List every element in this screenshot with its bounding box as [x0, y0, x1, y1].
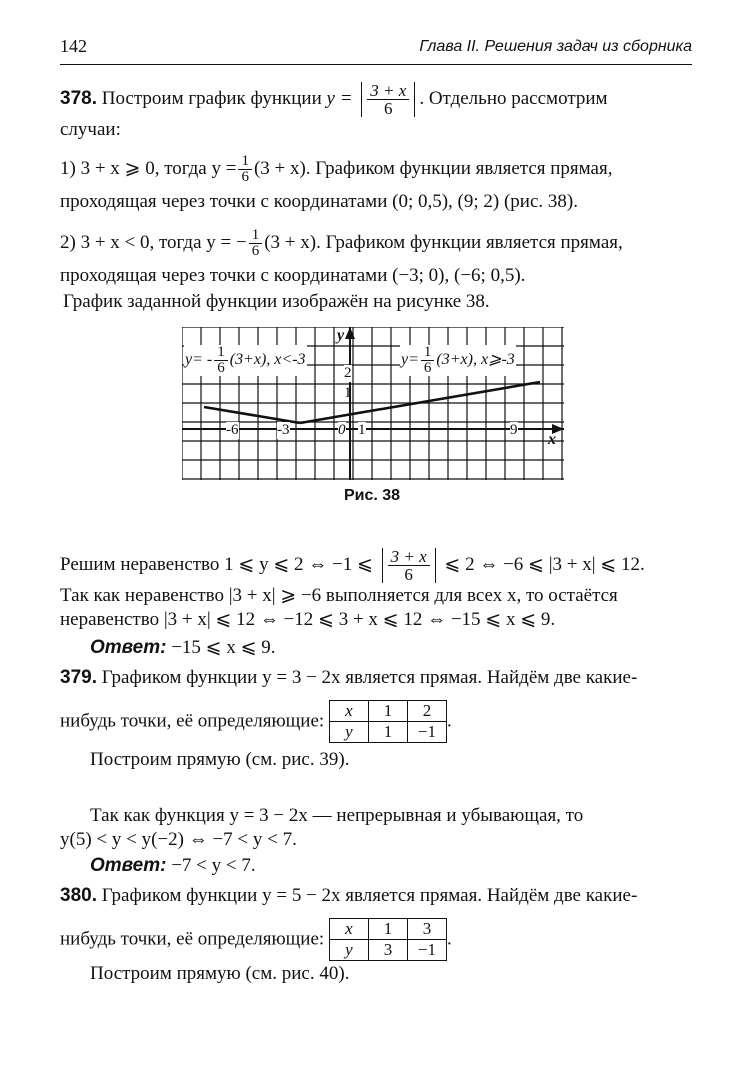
p378-intro-cont: случаи:: [60, 119, 121, 140]
axis-label-y: y: [337, 327, 345, 344]
figure-caption: Рис. 38: [343, 487, 401, 504]
xtick-9: 9: [510, 422, 518, 438]
ineq-answer: Ответ: −15 ⩽ x ⩽ 9.: [90, 637, 276, 658]
label-right-branch: y= $\frac{1}{6}$ (3+x), x⩾-3: [401, 344, 515, 376]
problem-number-379: 379.: [60, 667, 97, 688]
axis-label-x: x: [548, 431, 556, 448]
chapter-title: Глава II. Решения задач из сборника: [419, 38, 692, 55]
table-row: y 1 −1: [329, 722, 446, 743]
p379-build: Построим прямую (см. рис. 39).: [90, 749, 350, 770]
p378-intro: 378. Построим график функции y = $\frac{3 + x}{6}$ . Отдельно рассмотрим: [60, 81, 608, 118]
abs-fraction: $\frac{3 + x}{6}$: [361, 82, 415, 117]
ytick-1: 1: [344, 385, 352, 401]
p380-build: Построим прямую (см. рис. 40).: [90, 963, 350, 984]
ytick-2: 2: [344, 365, 352, 381]
page-number: 142: [60, 36, 87, 56]
p380-line2: нибудь точки, её определяющие: x 1 3 y 3 −1 .: [60, 919, 452, 959]
xtick-minus6: -6: [226, 422, 239, 438]
p379-line3: Так как функция y = 3 − 2x — непрерывная и убывающая, то: [90, 805, 584, 826]
table-row: y 3 −1: [329, 940, 446, 961]
table-row: x 1 3: [329, 919, 446, 940]
xtick-1: 1: [358, 422, 366, 438]
p379-line4: y(5) < y < y(−2) ⇔ −7 < y < 7.: [60, 829, 297, 850]
page-header: [60, 34, 692, 65]
p379-values-table: [329, 700, 447, 743]
p378-case2-points: проходящая через точки с координатами (−3; 0), (−6; 0,5).: [60, 265, 526, 286]
problem-number-380: 380.: [60, 885, 97, 906]
label-left-branch: y= - $\frac{1}{6}$ (3+x), x<-3: [185, 344, 306, 376]
ineq-line2: Так как неравенство |3 + x| ⩾ −6 выполняется для всех x, то остаётся: [60, 585, 618, 606]
p379-line2: нибудь точки, её определяющие: x 1 2 y 1 −1 .: [60, 701, 452, 741]
line-left-branch: [204, 407, 300, 423]
p379-answer: Ответ: −7 < y < 7.: [90, 855, 256, 876]
problem-number-378: 378.: [60, 87, 97, 109]
figure-38: [182, 327, 564, 480]
xtick-0: 0: [338, 422, 346, 438]
ineq-line1: Решим неравенство 1 ⩽ y ⩽ 2 ⇔ −1 ⩽ $\frac{3 + x}{6}$ ⩽ 2 ⇔ −6 ⩽ |3 + x| ⩽ 12.: [60, 547, 645, 584]
table-row: x 1 2: [329, 701, 446, 722]
xtick-minus3: -3: [277, 422, 290, 438]
ineq-line3: неравенство |3 + x| ⩽ 12 ⇔ −12 ⩽ 3 + x ⩽ 12 ⇔ −15 ⩽ x ⩽ 9.: [60, 609, 556, 630]
p378-case2: 2) 3 + x < 0, тогда y = − $\frac{1}{6}$ (3 + x). Графиком функции является прямая,: [60, 227, 623, 259]
p378-graph-note: График заданной функции изображён на рисунке 38.: [63, 291, 490, 312]
p378-case1-points: проходящая через точки с координатами (0; 0,5), (9; 2) (рис. 38).: [60, 191, 578, 212]
p379-line1: 379. Графиком функции y = 3 − 2x является прямая. Найдём две какие-: [60, 667, 638, 688]
p378-case1: 1) 3 + x ⩾ 0, тогда y = $\frac{1}{6}$ (3 + x). Графиком функции является прямая,: [60, 153, 613, 185]
p380-values-table: [329, 918, 447, 961]
p380-line1: 380. Графиком функции y = 5 − 2x является прямая. Найдём две какие-: [60, 885, 638, 906]
